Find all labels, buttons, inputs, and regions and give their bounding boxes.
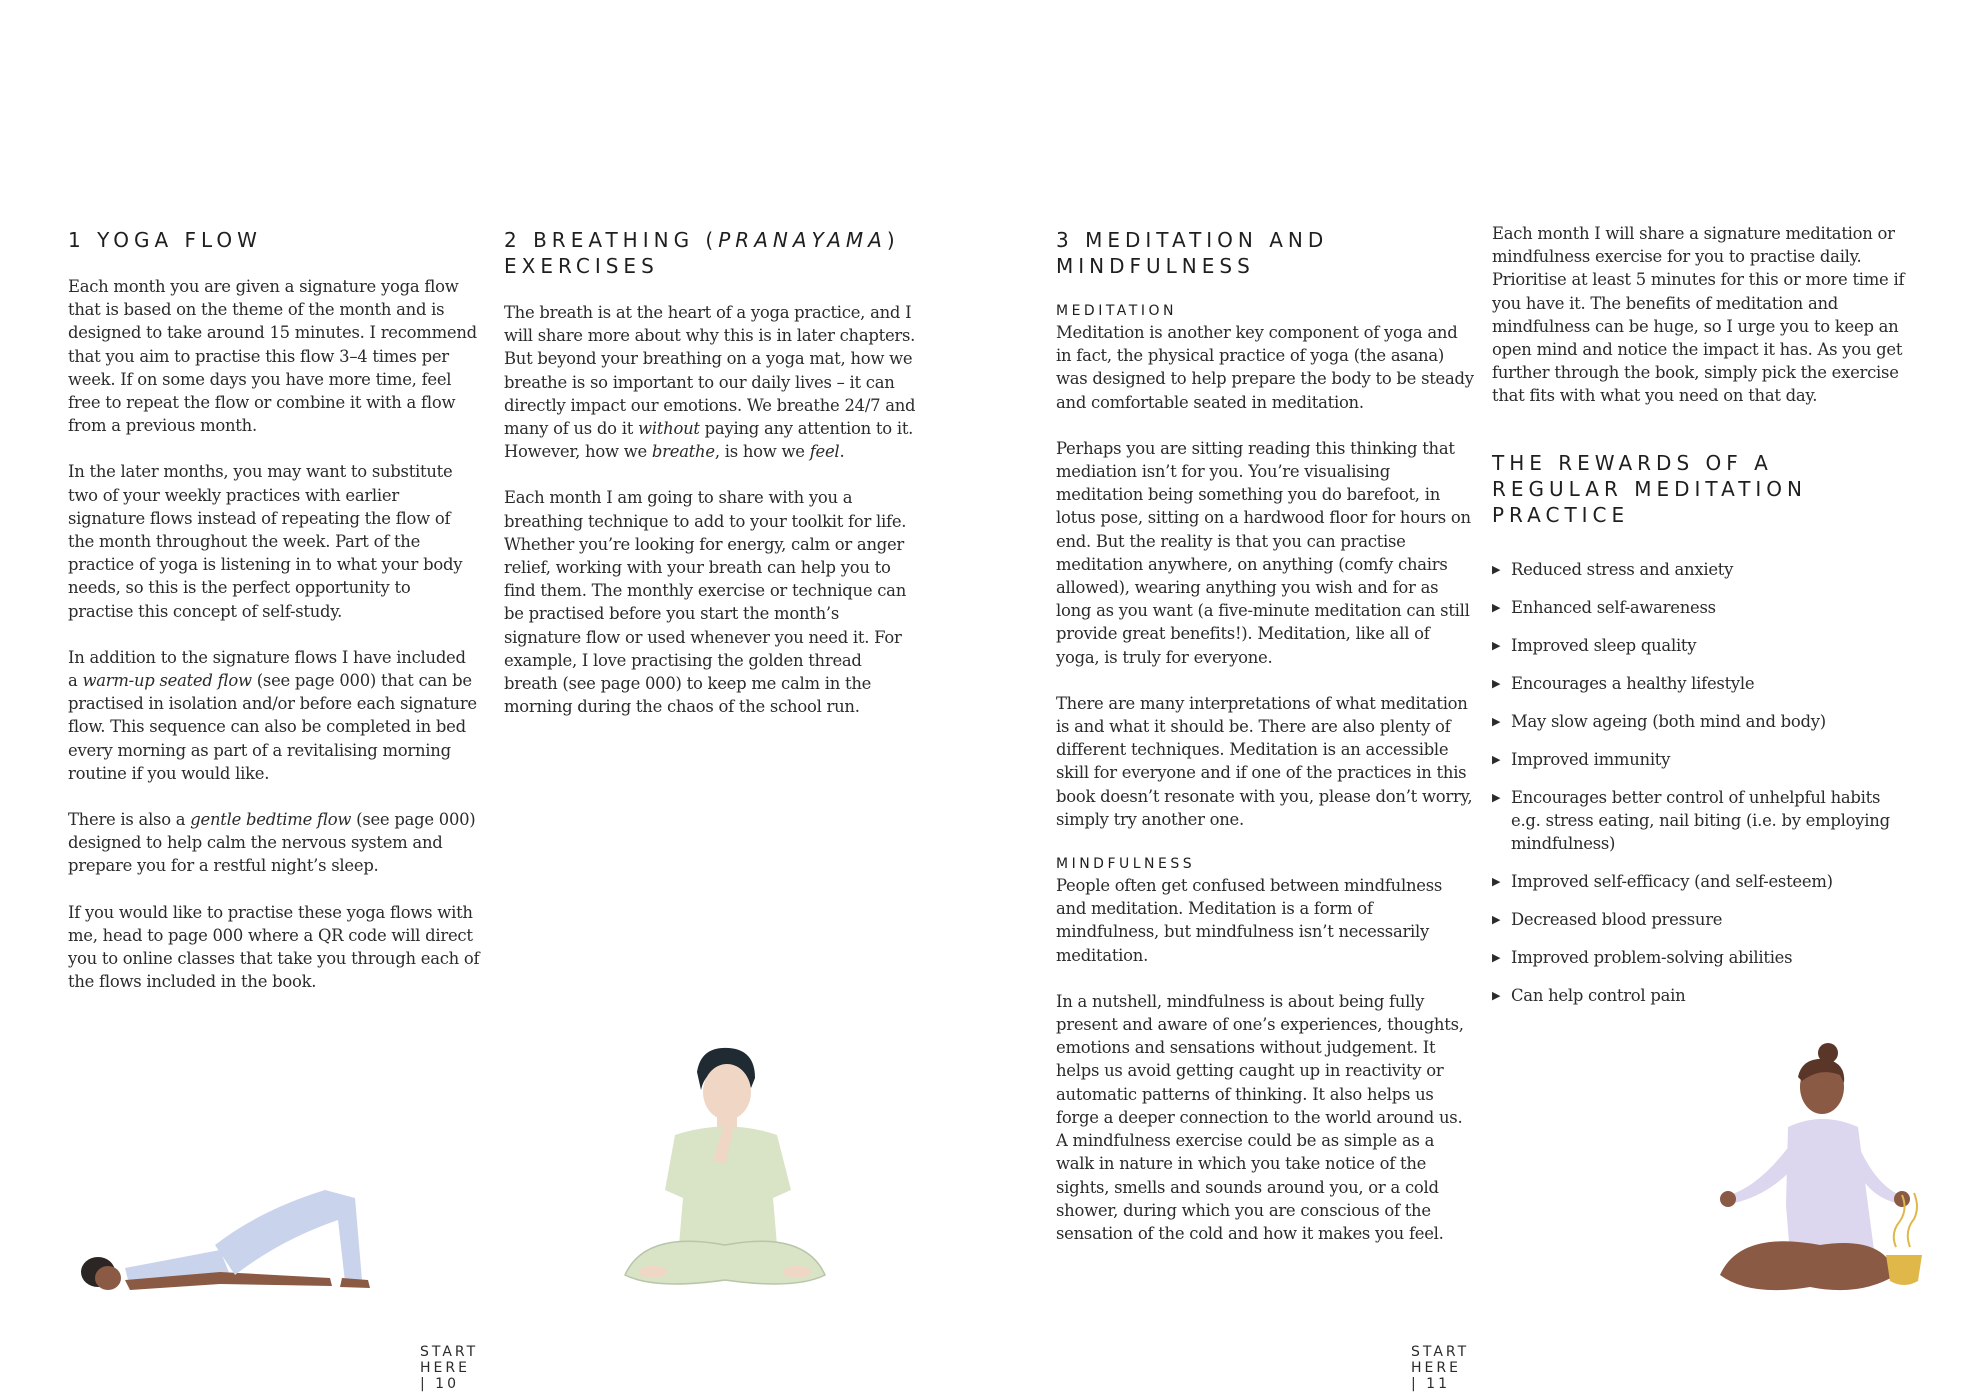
bridge-feet [340,1278,370,1288]
yoga-flow-heading: 1 YOGA FLOW [68,228,262,252]
list-item: ▶ Encourages better control of unhelpful habits e.g. stress eating, nail biting (i.e. by employing mindfulness) [1492,787,1890,853]
mindfulness-paragraph-2: In a nutshell, mindfulness is about being fully present and aware of one’s experiences, thoughts, emotions and sensations without judgement. It helps us avoid getting caught up in reactivity or automatic patterns of thinking. It also helps us forge a deeper connection to the world around us. A mindfulness exercise could be as simple as a walk in nature in which you take notice of the sights, smells and sounds around you, or a cold shower, during which you are conscious of the sensation of the cold and how it makes you feel. [1056,991,1464,1243]
yoga-flow-column [68,227,480,1016]
breathing-figure-illustration [605,1040,845,1300]
signature-meditation-paragraph: Each month I will share a signature meditation or mindfulness exercise for you to practise daily. Prioritise at least 5 minutes for this or more time if you have it. The benefits of meditation and mindfulness can be huge, so I urge you to keep an open mind and notice the impact it has. As you get further through the book, simply pick the exercise that fits with what you need on that day. [1492,224,1905,406]
list-item: ▶ Improved sleep quality [1492,635,1697,655]
right-page-footer: START HERE | 11 [1411,1344,1470,1392]
meditation-heading: 3 MEDITATION AND MINDFULNESS [1056,228,1329,278]
breathing-foot-left [639,1266,667,1278]
bridge-legs [215,1190,362,1282]
bullet-icon: ▶ [1492,600,1501,614]
bullet-icon: ▶ [1492,790,1501,804]
list-item: ▶ Improved problem-solving abilities [1492,947,1793,967]
bullet-icon: ▶ [1492,950,1501,964]
bullet-icon: ▶ [1492,676,1501,690]
mindfulness-subheading: MINDFULNESS [1056,856,1196,873]
bullet-icon: ▶ [1492,714,1501,728]
list-item: ▶ Enhanced self-awareness [1492,597,1716,617]
bridge-head [95,1266,121,1290]
bullet-icon: ▶ [1492,912,1501,926]
list-item: ▶ Decreased blood pressure [1492,909,1723,929]
meditation-paragraph-2: Perhaps you are sitting reading this thinking that mediation isn’t for you. You’re visualising meditation being something you do barefoot, in lotus pose, sitting on a hardwood floor for hours on end. But the reality is that you can practise meditation anywhere, on anything (comfy chairs allowed), wearing anything you wish and for as long as you want (a five-minute meditation can still provide great benefits!). Meditation, like all of yoga, is truly for everyone. [1056,438,1471,667]
breathing-heading: 2 BREATHING (PRANAYAMA) EXERCISES [504,228,900,278]
list-item: ▶ Can help control pain [1492,985,1686,1005]
breathing-head [703,1064,751,1120]
yoga-flow-paragraph-5: If you would like to practise these yoga flows with me, head to page 000 where a QR code will direct you to online classes that take you through each of the flows included in the book. [68,902,480,992]
rewards-heading: THE REWARDS OF A REGULAR MEDITATION PRACTICE [1492,450,1808,527]
rewards-list [1492,558,1912,1007]
meditation-hand-right [1894,1191,1910,1207]
yoga-flow-paragraph-3: In addition to the signature flows I have included a warm-up seated flow (see page 000) that can be practised in isolation and/or before each signature flow. This sequence can also be completed in bed every morning as part of a revitalising morning routine if you would like. [68,647,477,783]
yoga-flow-paragraph-2: In the later months, you may want to substitute two of your weekly practices with earlier signature flows instead of repeating the flow of the month throughout the week. Part of the practice of yoga is listening in to what your body needs, so this is the perfect opportunity to practise this concept of self-study. [68,462,463,621]
breathing-column [504,227,920,741]
left-page-footer: START HERE | 10 [420,1344,479,1392]
bullet-icon: ▶ [1492,638,1501,652]
breathing-foot-right [783,1266,811,1278]
breathing-paragraph-1: The breath is at the heart of a yoga practice, and I will share more about why this is in later chapters. But beyond your breathing on a yoga mat, how we breathe is so important to our daily lives – it can directly impact our emotions. We breathe 24/7 and many of us do it without paying any attention to it. However, how we breathe, is how we feel. [504,303,916,462]
mindfulness-paragraph-1: People often get confused between mindfulness and meditation. Meditation is a form of mindfulness, but mindfulness isn’t necessarily meditation. [1056,876,1443,965]
yoga-flow-paragraph-4: There is also a gentle bedtime flow (see page 000) designed to help calm the nervous system and prepare you for a restful night’s sleep. [68,810,476,876]
breathing-paragraph-2: Each month I am going to share with you a breathing technique to add to your toolkit for life. Whether you’re looking for energy, calm or anger relief, working with your breath can help you to find them. The monthly exercise or technique can be practised before you start the month’s signature flow or used whenever you need it. For example, I love practising the golden thread breath (see page 000) to keep me calm in the morning during the chaos of the school run. [504,488,907,717]
meditation-paragraph-3: There are many interpretations of what meditation is and what it should be. There are also plenty of different techniques. Meditation is an accessible skill for everyone and if one of the practices in this book doesn’t resonate with you, please don’t worry, simply try another one. [1056,693,1473,829]
list-item: ▶ May slow ageing (both mind and body) [1492,711,1826,731]
meditation-column [1056,227,1476,1268]
bullet-icon: ▶ [1492,562,1501,576]
yoga-flow-paragraph-1: Each month you are given a signature yoga flow that is based on the theme of the month and is designed to take around 15 minutes. I recommend that you aim to practise this flow 3–4 times per week. If on some days you have more time, feel free to repeat the flow or combine it with a flow from a previous month. [68,277,477,436]
tea-cup-icon [1886,1255,1922,1285]
list-item: ▶ Reduced stress and anxiety [1492,559,1734,579]
list-item: ▶ Improved immunity [1492,749,1671,769]
bullet-icon: ▶ [1492,752,1501,766]
meditation-legs [1720,1241,1896,1290]
meditation-subheading: MEDITATION [1056,303,1177,319]
bridge-pose-illustration [70,1150,400,1300]
list-item: ▶ Improved self-efficacy (and self-esteem) [1492,871,1833,891]
bullet-icon: ▶ [1492,988,1501,1002]
meditation-top [1786,1119,1874,1255]
rewards-column [1492,222,1912,1022]
meditation-hand-left [1720,1191,1736,1207]
bullet-icon: ▶ [1492,874,1501,888]
list-item: ▶ Encourages a healthy lifestyle [1492,673,1755,693]
meditation-figure-illustration [1690,1035,1930,1305]
meditation-paragraph-1: Meditation is another key component of yoga and in fact, the physical practice of yoga (the asana) was designed to help prepare the body to be steady and comfortable seated in meditation. [1056,323,1474,412]
